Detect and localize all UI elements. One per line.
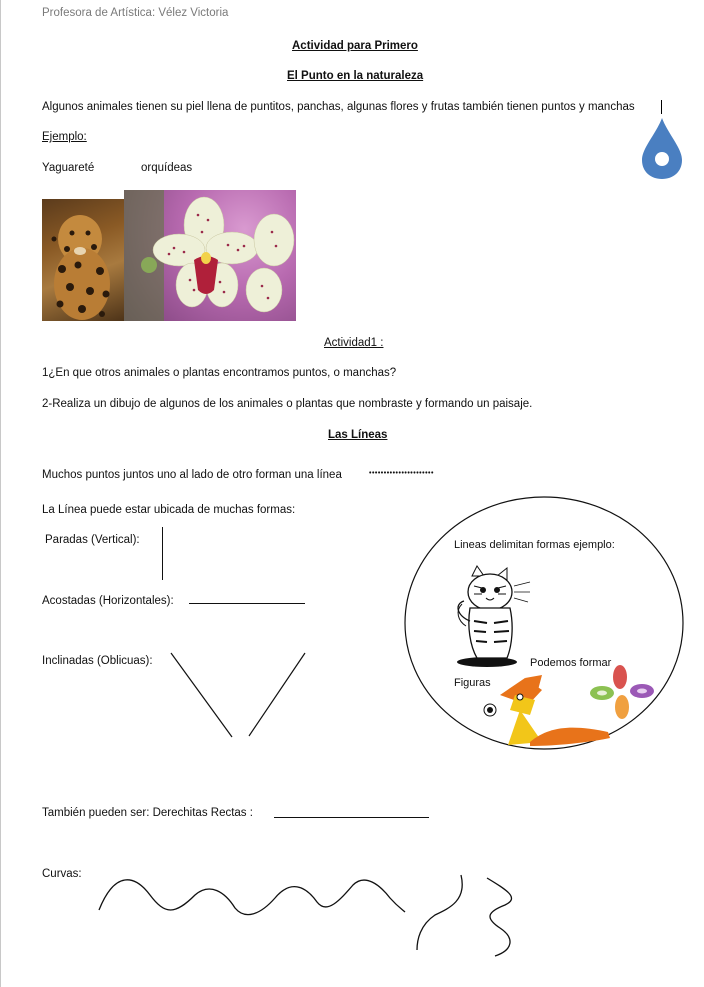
water-drop-icon <box>642 118 682 180</box>
podemos-formar-text: Podemos formar <box>530 657 612 669</box>
curves-label: Curvas: <box>42 868 82 880</box>
straight-label: También pueden ser: Derechitas Rectas : <box>42 807 253 819</box>
lines-section-title: Las Líneas <box>328 429 388 441</box>
vertical-line-example <box>162 527 163 580</box>
vertical-label: Paradas (Vertical): <box>45 534 140 546</box>
example-label: Ejemplo: <box>42 131 87 143</box>
horizontal-label: Acostadas (Horizontales): <box>42 595 174 607</box>
point-section-title: El Punto en la naturaleza <box>287 70 424 82</box>
curve-lines-example <box>95 870 525 960</box>
dotted-line: •••••••••••••••••••••• <box>369 470 434 477</box>
example-orchid-label: orquídeas <box>141 162 193 174</box>
figuras-text: Figuras <box>454 677 491 689</box>
activity1-question-2: 2-Realiza un dibujo de algunos de los animales o plantas que nombraste y formando un paisaje. <box>42 398 533 410</box>
text-cursor <box>661 100 662 114</box>
example-jaguar-label: Yaguareté <box>42 162 95 174</box>
orchid-photo <box>124 190 296 321</box>
cat-drawing <box>452 566 532 668</box>
dots-form-line-text: Muchos puntos juntos uno al lado de otro forman una línea <box>42 469 342 481</box>
straight-line-example <box>274 817 429 818</box>
circle-description: Lineas delimitan formas ejemplo: <box>454 539 615 551</box>
author-header: Profesora de Artística: Vélez Victoria <box>42 7 229 19</box>
activity1-question-1: 1¿En que otros animales o plantas encontramos puntos, o manchas? <box>42 367 397 379</box>
flower-drawing <box>590 663 656 723</box>
jaguar-photo <box>42 199 124 321</box>
activity1-title: Actividad1 : <box>324 337 384 349</box>
oblique-label: Inclinadas (Oblicuas): <box>42 655 153 667</box>
lines-intro: La Línea puede estar ubicada de muchas formas: <box>42 504 296 516</box>
page-edge <box>0 0 1 987</box>
horizontal-line-example <box>189 603 305 604</box>
intro-paragraph: Algunos animales tienen su piel llena de puntitos, panchas, algunas flores y frutas también tienen puntos y manchas <box>42 101 635 113</box>
activity-title: Actividad para Primero <box>292 40 418 52</box>
oblique-lines-example <box>165 650 310 742</box>
